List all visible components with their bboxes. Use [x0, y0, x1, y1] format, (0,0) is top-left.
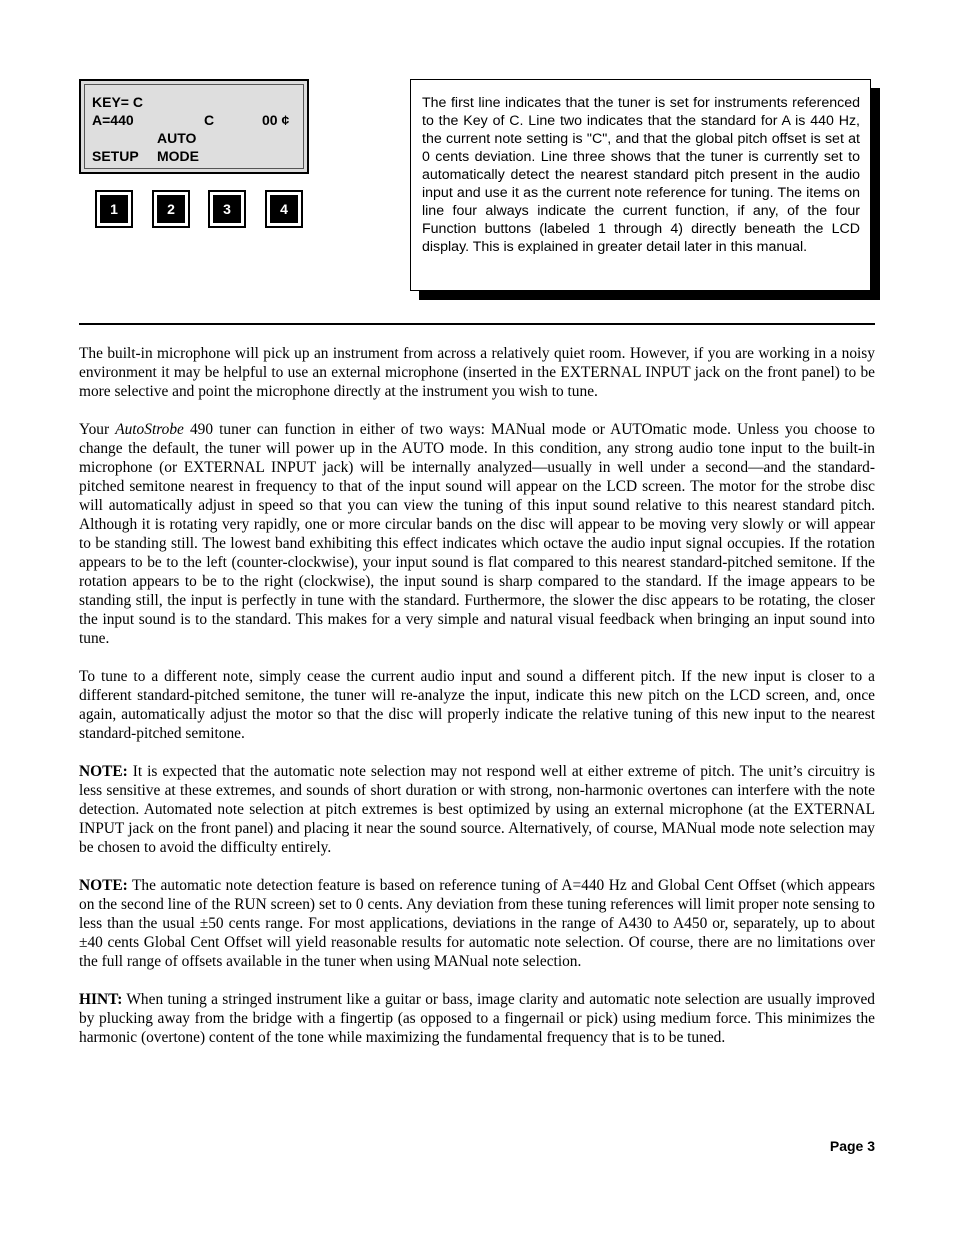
brand-name: AutoStrobe — [115, 421, 184, 438]
callout-text: The first line indicates that the tuner is set for instruments referenced to the Key of C. Line two indicates that the standard for A is 440 Hz, the current note setting is "C", and that the global pitch offset is set at 0 cents deviation. Line three shows that the tuner is currently set to automatically detect the nearest standard pitch present in the audio input and use it as the current note reference for tuning. The items on line four always indicate the current function, if any, of the four Function buttons (labeled 1 through 4) directly beneath the LCD display. This is explained in greater detail later in this manual. — [422, 95, 860, 255]
function-button-2-label: 2 — [157, 195, 185, 223]
function-button-1-label: 1 — [100, 195, 128, 223]
function-button-1 — [95, 190, 133, 228]
paragraph-hint — [79, 990, 875, 1047]
paragraph-2-lead: Your — [79, 421, 116, 438]
function-button-3 — [208, 190, 246, 228]
horizontal-rule — [79, 323, 875, 325]
note-text-2: The automatic note detection feature is based on reference tuning of A=440 Hz and Global Cent Offset (which appears on the second line of the RUN screen) set to 0 cents. Any deviation from these tuning references will limit proper note sensing to less than the usual ±50 cents range. For most applications, deviations in the range of A430 to A450 or, separately, up to about ±40 cents Global Cent Offset will yield reasonable results for automatic note selection. Of course, there are no limitations over the full range of offsets available in the tuner when using MANual note selection. — [79, 877, 875, 970]
lcd-line-1: KEY= C — [92, 94, 143, 110]
paragraph-3: To tune to a different note, simply cease the current audio input and sound a different pitch. If the new input is closer to a different standard-pitched semitone, the tuner will re-analyze the input, indicate this new pitch on the LCD screen, and, once again, automatically adjust the motor so that the disc will properly indicate the relative tuning of this new input to the nearest standard-pitched semitone. — [79, 668, 875, 742]
lcd-line-2-note: C — [204, 112, 215, 128]
callout-box — [410, 79, 871, 291]
hint-label: HINT: — [79, 991, 123, 1008]
lcd-line-3: AUTO — [157, 130, 197, 146]
function-button-4 — [265, 190, 303, 228]
function-button-4-label: 4 — [270, 195, 298, 223]
paragraph-2 — [79, 420, 875, 648]
lcd-display — [79, 79, 309, 174]
paragraph-note-2 — [79, 876, 875, 971]
note-text-1: It is expected that the automatic note selection may not respond well at either extreme of pitch. The unit’s circuitry is less sensitive at these extremes, and sounds of short duration or with strong, non-harmonic overtones can interfere with the note detection. Automated note selection at pitch extremes is best optimized by using an external microphone (at the EXTERNAL INPUT jack on the front panel) and placing it near the sound source. Alternatively, of course, MANual mode note selection may be chosen to avoid the difficulty entirely. — [79, 763, 875, 856]
note-label-2: NOTE: — [79, 877, 128, 894]
paragraph-note-1 — [79, 762, 875, 857]
note-label-1: NOTE: — [79, 763, 128, 780]
function-button-2 — [152, 190, 190, 228]
body-text — [79, 344, 875, 1066]
hint-text: When tuning a stringed instrument like a guitar or bass, image clarity and automatic note selection are usually improved by plucking away from the bridge with a fingertip (as opposed to a fingernail or pick) using medium force. This minimizes the harmonic (overtone) content of the tone while maximizing the fundamental frequency that is to be tuned. — [79, 991, 875, 1046]
function-button-3-label: 3 — [213, 195, 241, 223]
page-number: Page 3 — [829, 1138, 875, 1154]
paragraph-1: The built-in microphone will pick up an instrument from across a relatively quiet room. However, if you are working in a noisy environment it may be helpful to use an external microphone (inserted in the EXTERNAL INPUT jack on the front panel) to be more selective and point the microphone directly at the instrument you wish to tune. — [79, 345, 875, 400]
lcd-line-2-a: A=440 — [92, 112, 134, 128]
paragraph-2-rest: 490 tuner can function in either of two ways: MANual mode or AUTOmatic mode. Unless you choose to change the default, the tuner will power up in the AUTO mode. In this condition, any strong audio tone input to the built-in microphone (or EXTERNAL INPUT jack) will be internally analyzed—usually in well under a second—and the standard-pitched semitone nearest in frequency to that of the input sound will appear on the LCD screen. The motor for the strobe disc will automatically adjust in speed so that you can view the tuning of this input sound relative to this nearest standard pitch. Although it is rotating very rapidly, one or more circular bands on the disc will appear to be moving very slowly or will appear to be standing still. The lowest band exhibiting this effect indicates which octave the audio input signal occupies. If the rotation appears to be to the left (counter-clockwise), your input sound is flat compared to this nearest standard-pitched semitone. If the rotation appears to be to the right (clockwise), the input sound is sharp compared to the standard. If the image appears to be standing still, the input is perfectly in tune with the standard. Furthermore, the slower the disc appears to be rotating, the closer the input sound is to the standard. This makes for a very simple and natural visual feedback when bringing an input sound into tune. — [79, 421, 875, 647]
lcd-line-2-cents: 00 ¢ — [262, 112, 290, 128]
lcd-line-4-a: SETUP — [92, 148, 139, 164]
lcd-line-4-b: MODE — [157, 148, 199, 164]
